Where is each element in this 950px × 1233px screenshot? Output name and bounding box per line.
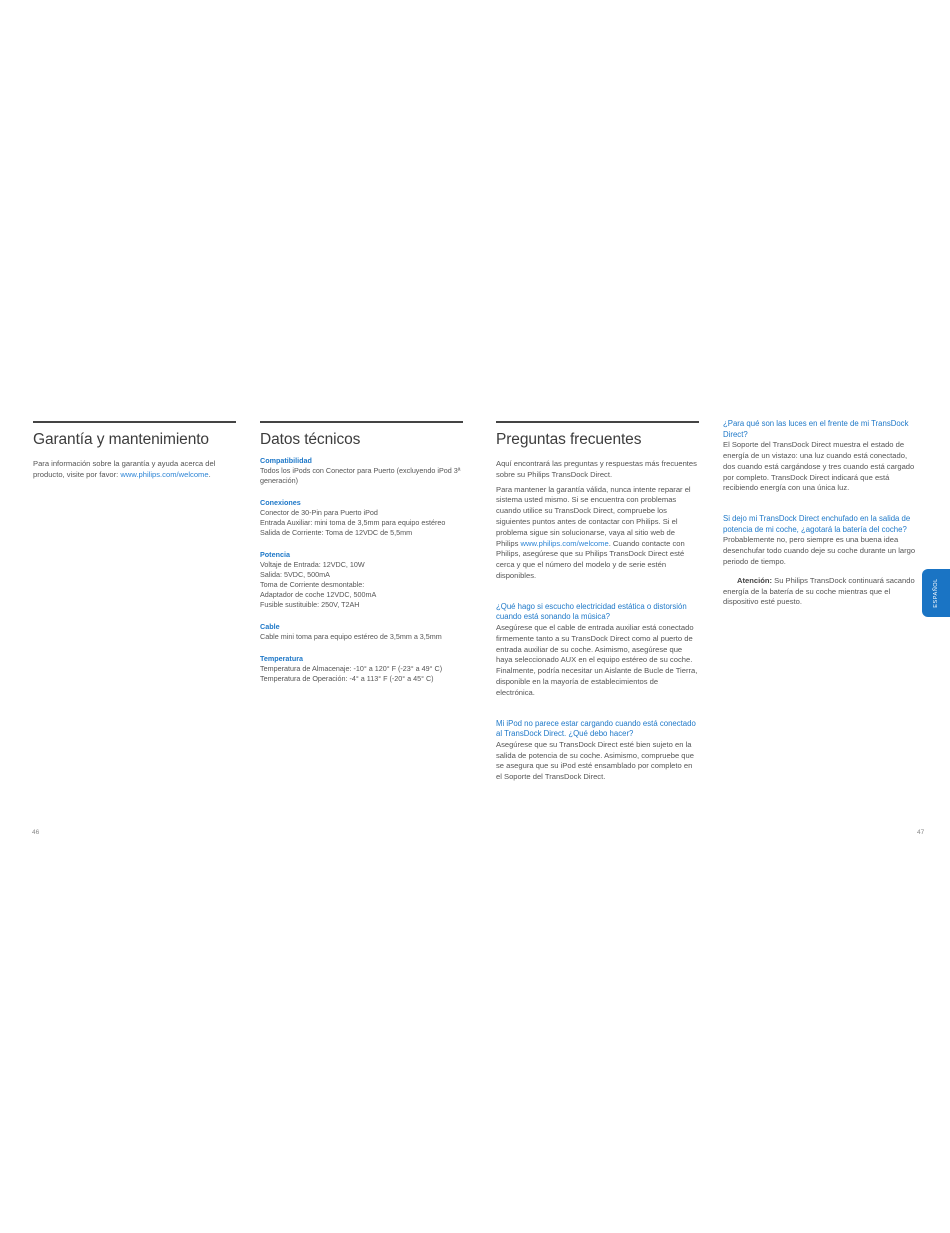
page-number-left: 46 [32,829,40,836]
faq-warranty-link[interactable]: www.philips.com/welcome [520,538,609,548]
faq-question-3: ¿Para qué son las luces en el frente de mi TransDock Direct? [723,419,909,439]
page-number-right: 47 [917,829,925,836]
warranty-column [33,421,236,481]
spec-line: Adaptador de coche 12VDC, 500mA [260,590,377,599]
faq-question-4: Si dejo mi TransDock Direct enchufado en la salida de potencia de mi coche, ¿agotará la batería del coche? [723,514,911,534]
faq-rule [496,421,699,423]
spec-line: Toma de Corriente desmontable: [260,580,365,589]
warranty-rule [33,421,236,423]
faq-warranty-note [496,485,699,582]
spec-line: Salida de Corriente: Toma de 12VDC de 5,5mm [260,528,413,537]
faq-answer-2: Asegúrese que su TransDock Direct esté bien sujeto en la salida de potencia de su coche. Asimismo, compruebe que se asegura que su iPod esté ensamblado por completo en el Soporte del TransDock Direct. [496,739,694,782]
spec-line: Temperatura de Operación: -4° a 113° F (-20° a 45° C) [260,674,434,683]
spec-line: Entrada Auxiliar: mini toma de 3,5mm para equipo estéreo [260,518,446,527]
spec-heading: Potencia [260,550,290,559]
spec-line: Cable mini toma para equipo estéreo de 3,5mm a 3,5mm [260,632,442,641]
faq-answer-1: Asegúrese que el cable de entrada auxiliar está conectado firmemente tanto a su TransDock Direct como al puerto de entrada auxiliar de su coche. Asimismo, asegúrese que haya seleccionado AUX en el equipo estéreo de su coche. Finalmente, podría necesitar un Aislante de Bucle de Tierra, disponible en la mayoría de establecimientos de electrónica. [496,622,698,697]
warranty-title: Garantía y mantenimiento [33,431,209,448]
spec-line: Todos los iPods con Conector para Puerto (excluyendo iPod 3ª generación) [260,466,461,485]
faq-question-2: Mi iPod no parece estar cargando cuando está conectado al TransDock Direct. ¿Qué debo hacer? [496,718,696,739]
specs-column [260,421,463,684]
faq-answer-3: El Soporte del TransDock Direct muestra el estado de energía de un vistazo: una luz cuando está conectado, dos cuando está cargándose y tres cuando está cargado por completo. TransDock Direct indicará que está recibiendo energía con una única luz. [723,440,915,493]
spec-heading: Temperatura [260,654,304,663]
attention-text: Su Philips TransDock continuará sacando energía de la batería de su coche mientras que el dispositivo esté puesto. [723,575,915,607]
faq-column [496,421,699,783]
faq-answer-4: Probablemente no, pero siempre es una buena idea desenchufar todo cuando deje su coche durante un largo periodo de tiempo. [723,535,916,566]
spec-line: Salida: 5VDC, 500mA [260,570,330,579]
warranty-text [33,459,236,481]
spec-line: Voltaje de Entrada: 12VDC, 10W [260,560,365,569]
specs-section-power [260,550,463,610]
specs-section-cable [260,622,463,642]
warranty-text-body: Para información sobre la garantía y ayuda acerca del producto, visite por favor: [33,459,216,479]
faq-column-continued [723,419,919,608]
language-tab [922,569,950,617]
spec-heading: Conexiones [260,498,301,507]
specs-rule [260,421,463,423]
spec-line: Fusible sustituible: 250V, T2AH [260,600,360,609]
faq-intro: Aquí encontrará las preguntas y respuestas más frecuentes sobre su Philips TransDock Direct. [496,459,697,479]
spec-line: Conector de 30-Pin para Puerto iPod [260,508,378,517]
warranty-link-end: . [208,469,211,479]
faq-attention [723,576,919,608]
attention-label: Atención: [737,575,773,585]
specs-section-temperature [260,654,463,684]
specs-title: Datos técnicos [260,431,361,448]
warranty-link[interactable]: www.philips.com/welcome [120,469,209,479]
spec-line: Temperatura de Almacenaje: -10° a 120° F (-23° a 49° C) [260,664,443,673]
specs-section-compatibility [260,456,463,486]
spec-heading: Cable [260,622,280,631]
faq-question-1: ¿Qué hago si escucho electricidad estática o distorsión cuando está sonando la música? [496,601,687,622]
faq-warranty-note-b: . Cuando contacte con Philips, asegúrese que su Philips TransDock Direct esté cerca y que el número del modelo y de serie estén disponibles. [496,538,685,580]
faq-warranty-note-a: Para mantener la garantía válida, nunca intente reparar el sistema usted mismo. Si se encuentra con problemas cuando utilice su TransDock Direct, compruebe los siguientes puntos antes de contactar con Philips. Si el problema sigue sin solucionarse, vaya al sitio web de Philips [496,484,691,548]
faq-title: Preguntas frecuentes [496,431,642,448]
spec-heading: Compatibilidad [260,456,312,465]
language-tab-label: ESPAÑOL [933,578,939,608]
specs-section-connections [260,498,463,538]
